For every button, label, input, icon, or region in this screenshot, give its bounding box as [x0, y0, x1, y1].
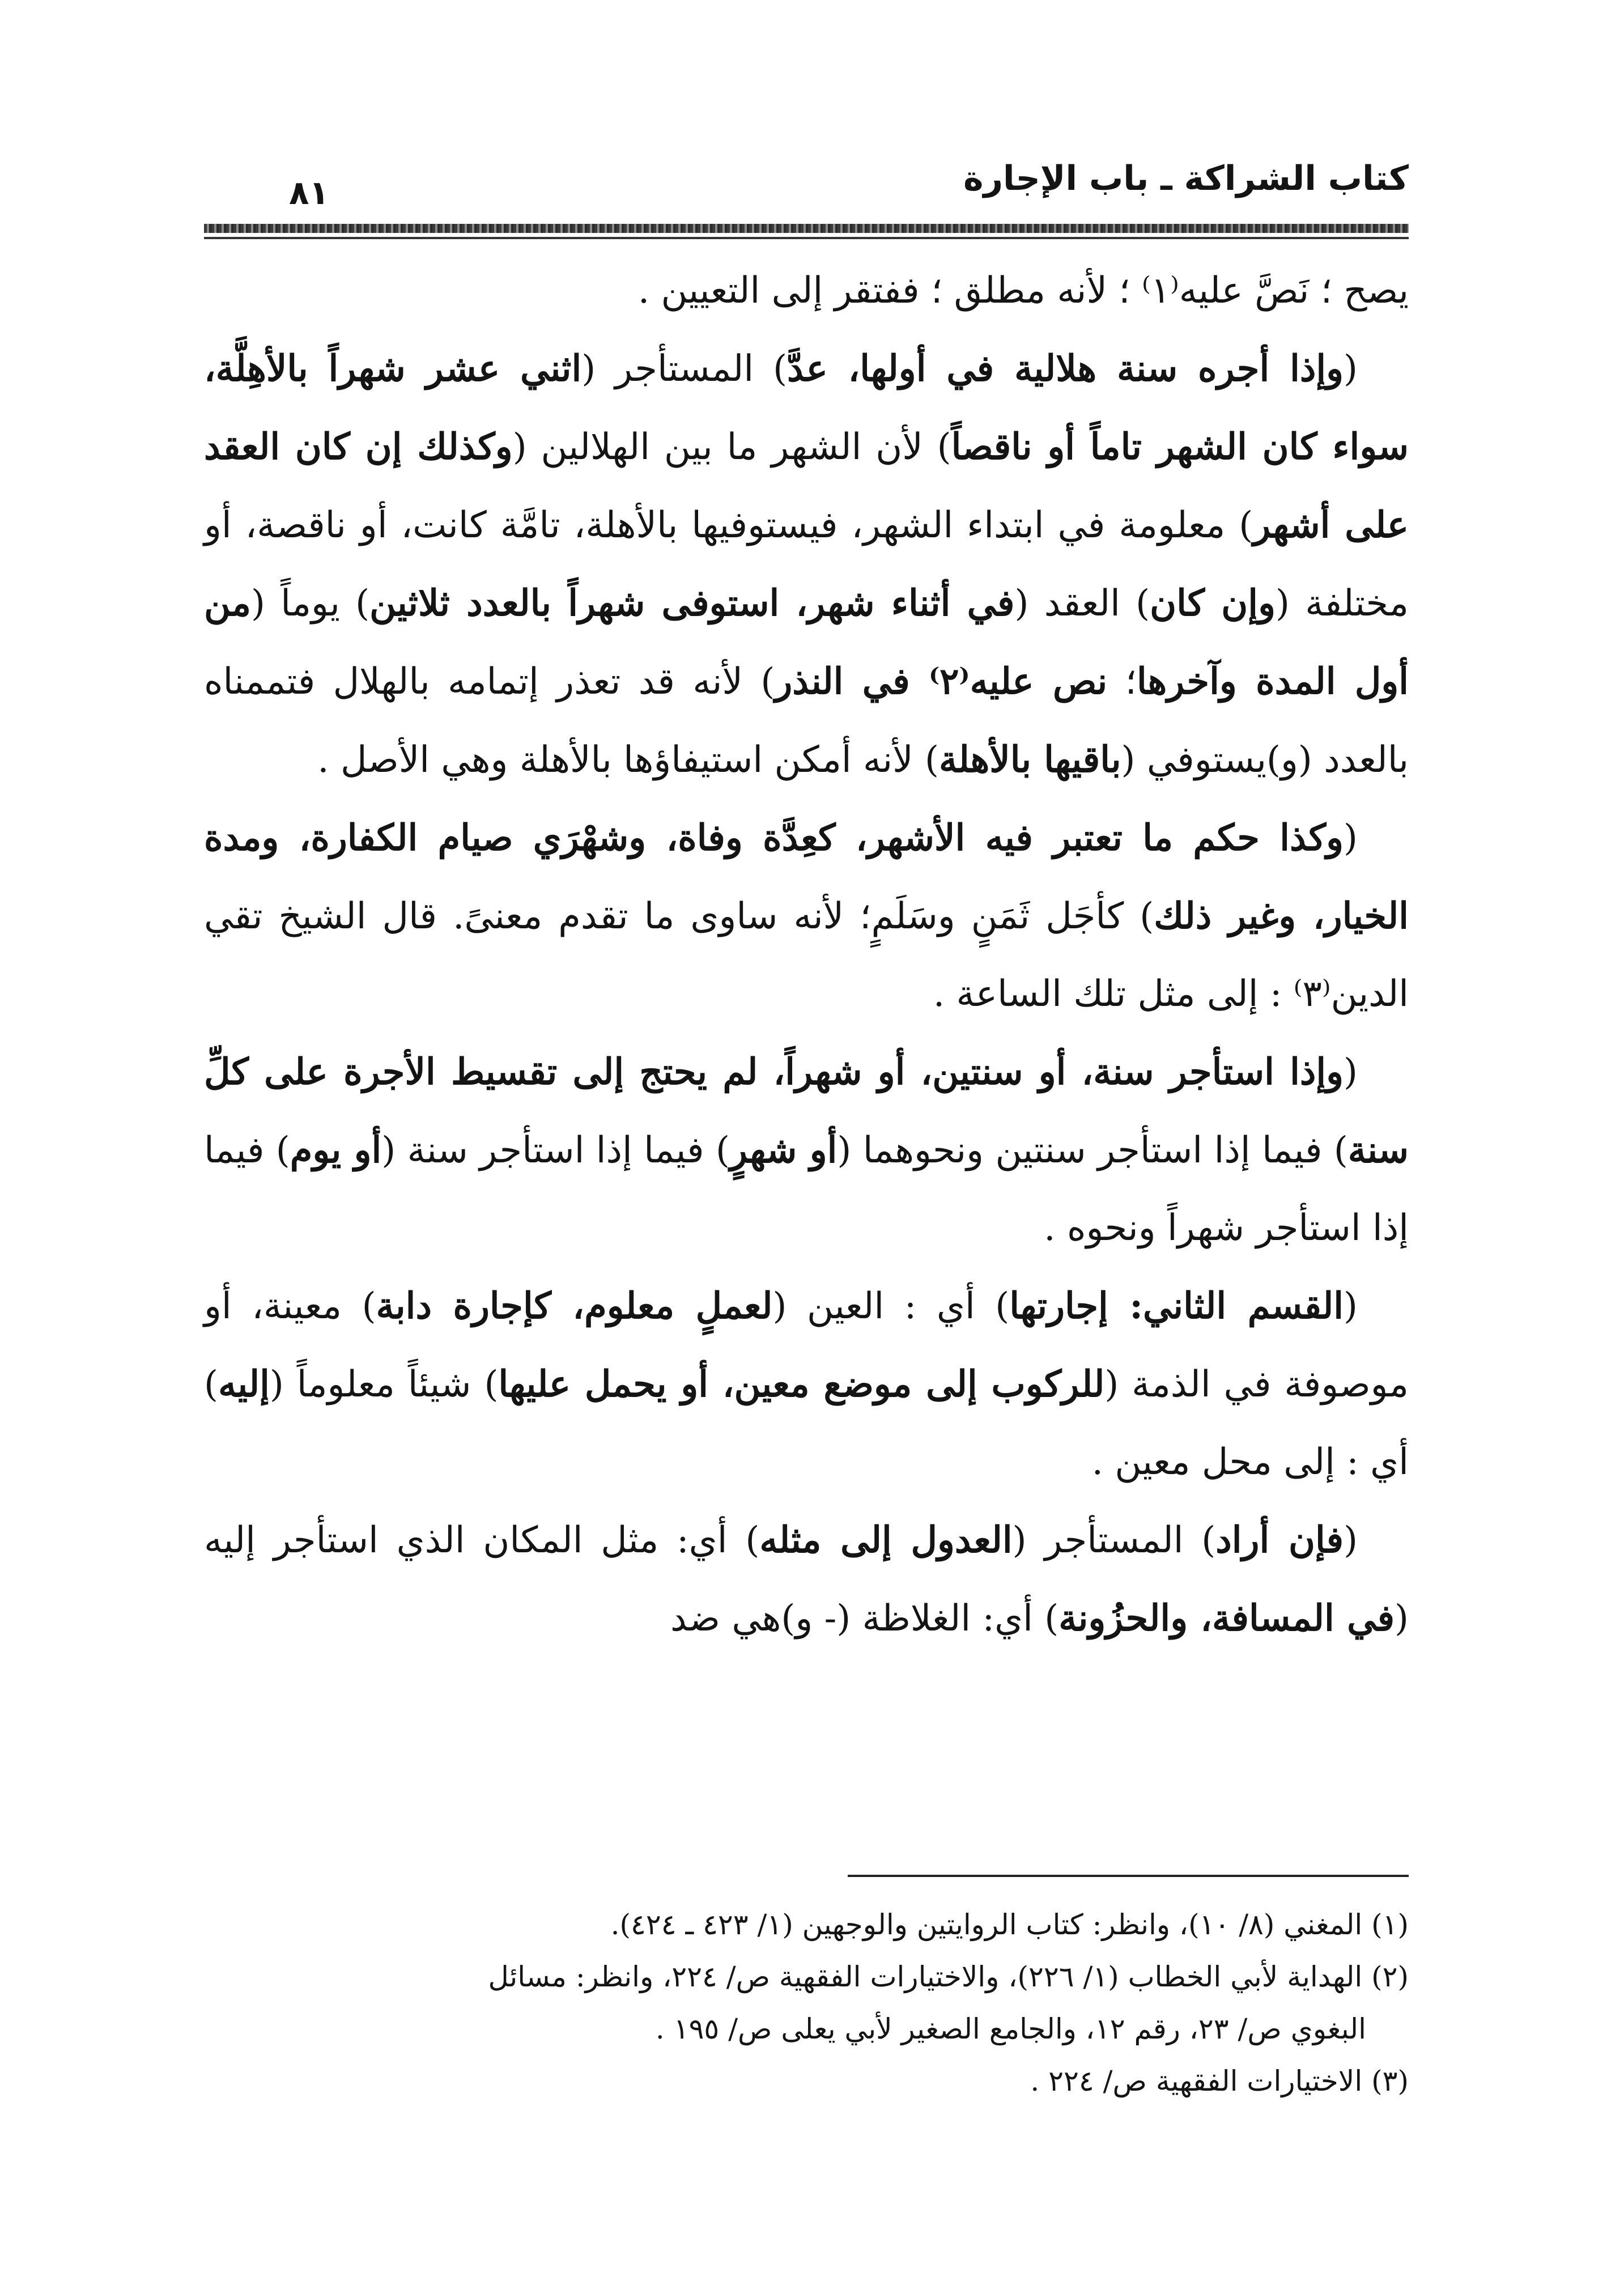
matn-text: اثني عشر شهراً بالأهِلَّة، سواء كان الشهر تاماً أو ناقصاً: [204, 347, 1409, 468]
running-header: [204, 156, 1409, 218]
paragraph-1: يصح ؛ نَصَّ عليه⁽١⁾ ؛ لأنه مطلق ؛ ففتقر إلى التعيين .: [637, 270, 1409, 312]
footnote-3: (٣) الاختيارات الفقهية ص/ ٢٢٤ .: [1030, 2065, 1409, 2097]
matn-text: نص عليه⁽٢⁾ في النذر: [775, 660, 1108, 703]
matn-text: وكذا حكم ما تعتبر فيه الأشهر، كعِدَّة وفاة، وشهْرَي صيام الكفارة، ومدة الخيار، وغير ذلك: [204, 817, 1409, 937]
commentary-text: ) العقد (: [1014, 583, 1150, 625]
commentary-text: (: [1344, 1285, 1358, 1327]
paragraph-6: [204, 1501, 1409, 1658]
commentary-text: ) لأن الشهر ما بين الهلالين (: [512, 426, 951, 468]
footnote-2: (٢) الهداية لأبي الخطاب (١/ ٢٢٦)، والاختيارات الفقهية ص/ ٢٢٤، وانظر: مسائل: [488, 1960, 1409, 1993]
page-number: ٨١: [289, 173, 329, 212]
matn-text: وإذا أجره سنة هلالية في أولها، عدَّ: [787, 347, 1344, 390]
footnote-2-continuation: البغوي ص/ ٢٣، رقم ١٢، والجامع الصغير لأبي يعلى ص/ ١٩٥ .: [655, 2012, 1366, 2045]
paragraph-2: [204, 330, 1409, 799]
commentary-text: ) أي: مثل المكان الذي استأجر إليه (: [204, 1519, 1409, 1640]
paragraph-4: [204, 1033, 1409, 1267]
matn-text: وإن كان: [1150, 582, 1276, 625]
matn-text: العدول إلى مثله: [759, 1519, 1013, 1561]
commentary-text: (: [1344, 1051, 1358, 1093]
commentary-text: ) لأنه قد تعذر إتمامه بالهلال فتممناه بالعدد (و)يستوفي (: [204, 661, 1409, 781]
commentary-text: ) معلومة في ابتداء الشهر، فيستوفيها بالأهلة، تامَّة كانت، أو ناقصة، أو مختلفة (: [204, 504, 1409, 625]
paragraph-3: [204, 799, 1409, 1033]
matn-text: فإن أراد: [1215, 1519, 1344, 1561]
commentary-text: ) أي : العين (: [772, 1285, 1010, 1327]
commentary-text: ) لأنه أمكن استيفاؤها بالأهلة وهي الأصل .: [317, 739, 939, 781]
matn-text: القسم الثاني: إجارتها: [1009, 1285, 1344, 1327]
commentary-text: ) كأجَل ثَمَنٍ وسَلَمٍ؛ لأنه ساوى ما تقدم معنىً. قال الشيخ تقي الدين⁽٣⁾ : إلى مثل تلك الساعة .: [204, 895, 1409, 1015]
commentary-text: ) معينة، أو موصوفة في الذمة (: [204, 1285, 1409, 1405]
footnote-1: (١) المغني (٨/ ١٠)، وانظر: كتاب الروايتين والوجهين (١/ ٤٢٣ ـ ٤٢٤).: [610, 1908, 1409, 1941]
commentary-text: (: [1344, 348, 1358, 390]
matn-text: في المسافة، والحزُونة: [1058, 1597, 1395, 1640]
matn-text: في أثناء شهر، استوفى شهراً بالعدد ثلاثين: [369, 582, 1015, 625]
matn-text: أو يوم: [290, 1129, 382, 1171]
matn-text: باقيها بالأهلة: [938, 738, 1121, 781]
matn-text: لعملٍ معلوم، كإجارة دابة: [376, 1285, 773, 1327]
commentary-text: ) فيما إذا استأجر سنة (: [381, 1129, 730, 1171]
commentary-text: ) المستأجر (: [581, 348, 788, 390]
commentary-text: ) فيما إذا استأجر شهراً ونحوه .: [204, 1129, 1409, 1249]
matn-text: للركوب إلى موضع معين، أو يحمل عليها: [498, 1363, 1105, 1405]
commentary-text: ) أي: الغلاظة (- و)هي ضد: [670, 1598, 1059, 1640]
commentary-text: (: [1344, 1519, 1358, 1561]
matn-text: أو شهرٍ: [729, 1129, 837, 1171]
commentary-text: ) أي : إلى محل معين .: [204, 1364, 1409, 1483]
matn-text: إليه: [218, 1363, 270, 1405]
matn-text: من أول المدة وآخرها: [204, 582, 1409, 703]
footnote-separator: [848, 1875, 1409, 1877]
footnotes: [204, 1899, 1409, 2107]
matn-text: وإذا استأجر سنة، أو سنتين، أو شهراً، لم يحتج إلى تقسيط الأجرة على كلِّ سنة: [204, 1051, 1409, 1171]
book-title: كتاب الشراكة ـ باب الإجارة: [963, 159, 1409, 198]
header-rule: [204, 224, 1409, 233]
commentary-text: ) فيما إذا استأجر سنتين ونحوهما (: [837, 1129, 1348, 1171]
commentary-text: ) شيئاً معلوماً (: [269, 1364, 499, 1405]
matn-text: وكذلك إن كان العقد على أشهر: [204, 426, 1409, 546]
commentary-text: ؛: [1107, 661, 1137, 703]
commentary-text: ) يوماً (: [251, 583, 370, 625]
paragraph-5: [204, 1267, 1409, 1501]
commentary-text: (: [1344, 817, 1358, 859]
main-text: [204, 252, 1409, 1658]
header-rule-thin: [204, 237, 1409, 239]
commentary-text: ) المستأجر (: [1012, 1519, 1216, 1561]
